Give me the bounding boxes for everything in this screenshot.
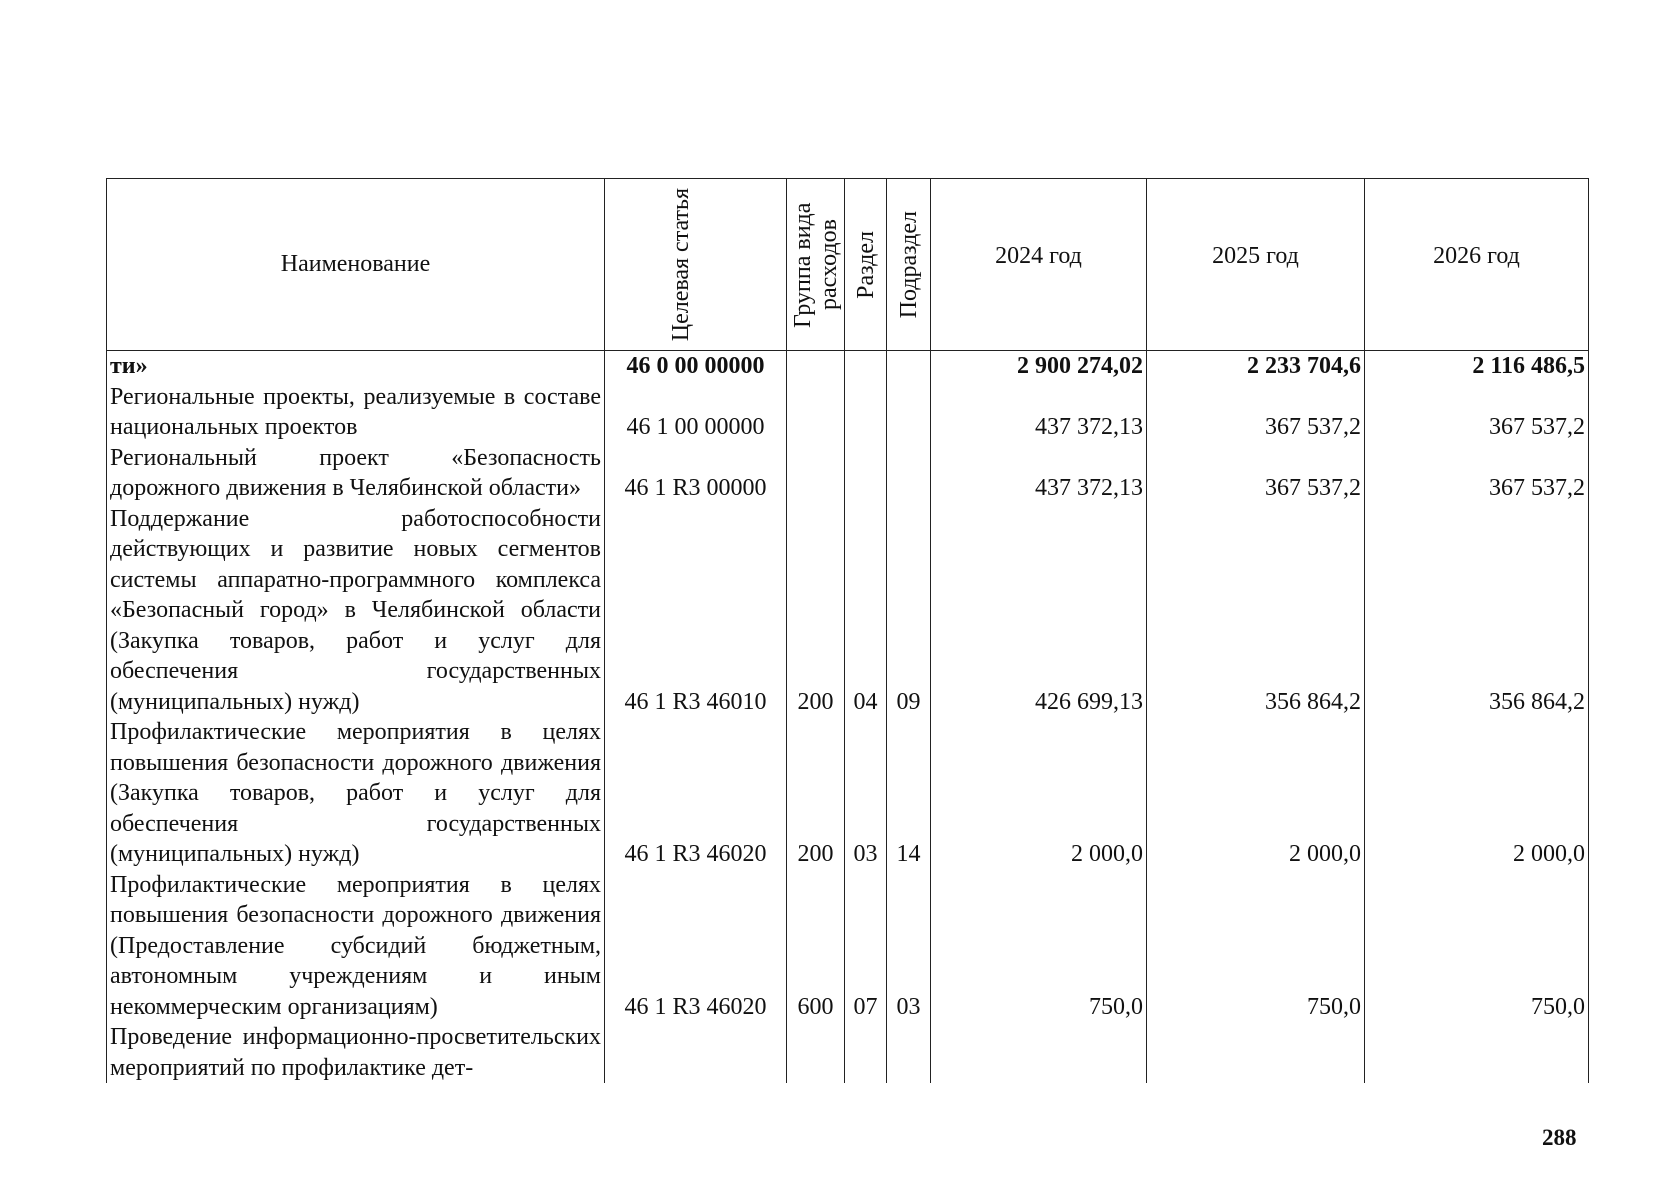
header-group	[787, 179, 845, 351]
cell-target-code	[605, 1022, 787, 1083]
header-group-label: Группа вида расходов	[789, 201, 842, 328]
table-row	[107, 1022, 1589, 1083]
cell-section	[845, 351, 887, 382]
cell-2025	[1147, 1022, 1365, 1083]
cell-target-code: 46 0 00 00000	[605, 351, 787, 382]
cell-section: 07	[845, 870, 887, 1023]
cell-target-code: 46 1 R3 46020	[605, 717, 787, 870]
cell-expense-group	[787, 1022, 845, 1083]
table-row	[107, 351, 1589, 382]
cell-2026: 2 116 486,5	[1365, 351, 1589, 382]
cell-2026: 367 537,2	[1365, 443, 1589, 504]
cell-2026: 2 000,0	[1365, 717, 1589, 870]
cell-name: Профилактические мероприятия в целях повышения безопасности дорожного движения (Предоставление субсидий бюджетным, автономным учреждениям и иным некоммерческим организациям)	[107, 870, 605, 1023]
cell-expense-group: 600	[787, 870, 845, 1023]
cell-2026: 367 537,2	[1365, 382, 1589, 443]
table-row	[107, 504, 1589, 718]
cell-target-code: 46 1 00 00000	[605, 382, 787, 443]
cell-expense-group: 200	[787, 504, 845, 718]
header-subsection-label: Подраздел	[895, 210, 922, 319]
cell-2025: 356 864,2	[1147, 504, 1365, 718]
cell-2025: 2 233 704,6	[1147, 351, 1365, 382]
header-2024: 2024 год	[931, 179, 1147, 351]
table-body	[107, 351, 1589, 1084]
cell-target-code: 46 1 R3 46020	[605, 870, 787, 1023]
cell-subsection	[887, 351, 931, 382]
cell-subsection	[887, 443, 931, 504]
cell-name: Региональные проекты, реализуемые в составе национальных проектов	[107, 382, 605, 443]
cell-subsection: 03	[887, 870, 931, 1023]
table-row	[107, 382, 1589, 443]
cell-2024: 437 372,13	[931, 443, 1147, 504]
header-section	[845, 179, 887, 351]
cell-2024	[931, 1022, 1147, 1083]
header-2025: 2025 год	[1147, 179, 1365, 351]
cell-expense-group	[787, 382, 845, 443]
cell-target-code: 46 1 R3 46010	[605, 504, 787, 718]
cell-2025: 367 537,2	[1147, 443, 1365, 504]
page-number: 288	[1542, 1125, 1577, 1150]
cell-name: Поддержание работоспособности действующих и развитие новых сегментов системы аппаратно-программного комплекса «Безопасный город» в Челябинской области (Закупка товаров, работ и услуг для обеспечения государственных (муниципальных) нужд)	[107, 504, 605, 718]
cell-subsection: 09	[887, 504, 931, 718]
header-section-label: Раздел	[852, 230, 879, 299]
budget-table	[106, 178, 1589, 1083]
cell-2024: 426 699,13	[931, 504, 1147, 718]
cell-subsection	[887, 382, 931, 443]
cell-section	[845, 1022, 887, 1083]
cell-section	[845, 443, 887, 504]
cell-2024: 2 900 274,02	[931, 351, 1147, 382]
table-row	[107, 443, 1589, 504]
table-header-row	[107, 179, 1589, 351]
header-target	[605, 179, 787, 351]
cell-2026: 356 864,2	[1365, 504, 1589, 718]
cell-name: ти»	[107, 351, 605, 382]
cell-name: Проведение информационно-просветительских мероприятий по профилактике дет-	[107, 1022, 605, 1083]
cell-subsection	[887, 1022, 931, 1083]
table-row	[107, 717, 1589, 870]
header-name: Наименование	[107, 179, 605, 351]
header-target-label: Целевая статья	[667, 187, 694, 342]
cell-section	[845, 382, 887, 443]
table-row	[107, 870, 1589, 1023]
cell-2024: 750,0	[931, 870, 1147, 1023]
cell-name: Профилактические мероприятия в целях повышения безопасности дорожного движения (Закупка товаров, работ и услуг для обеспечения государственных (муниципальных) нужд)	[107, 717, 605, 870]
cell-2024: 2 000,0	[931, 717, 1147, 870]
header-subsection	[887, 179, 931, 351]
cell-2025: 2 000,0	[1147, 717, 1365, 870]
cell-expense-group: 200	[787, 717, 845, 870]
cell-2025: 367 537,2	[1147, 382, 1365, 443]
cell-2026: 750,0	[1365, 870, 1589, 1023]
cell-expense-group	[787, 351, 845, 382]
cell-target-code: 46 1 R3 00000	[605, 443, 787, 504]
cell-section: 04	[845, 504, 887, 718]
cell-expense-group	[787, 443, 845, 504]
cell-subsection: 14	[887, 717, 931, 870]
cell-name: Региональный проект «Безопасность дорожного движения в Челябинской области»	[107, 443, 605, 504]
cell-2024: 437 372,13	[931, 382, 1147, 443]
cell-2026	[1365, 1022, 1589, 1083]
cell-section: 03	[845, 717, 887, 870]
cell-2025: 750,0	[1147, 870, 1365, 1023]
header-2026: 2026 год	[1365, 179, 1589, 351]
